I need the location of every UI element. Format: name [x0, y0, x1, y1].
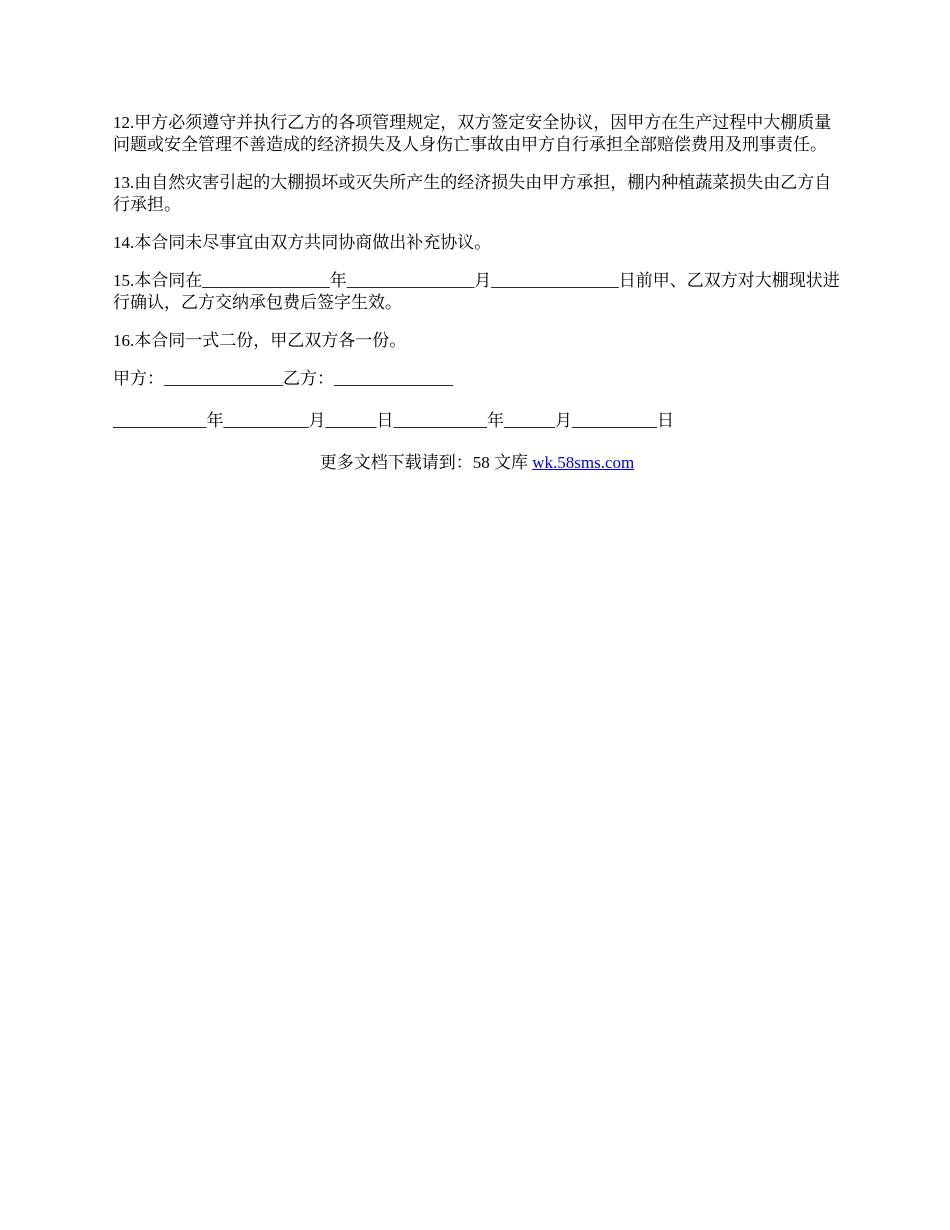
footer-prefix: 更多文档下载请到：58 文库 [319, 453, 533, 472]
date-signature-line: ___________年__________月______日___________年______月__________日 [113, 411, 674, 430]
clause-13: 13.由自然灾害引起的大棚损坏或灭失所产生的经济损失由甲方承担，棚内种植蔬菜损失由乙方自行承担。 [113, 173, 832, 214]
document-page [113, 112, 841, 474]
download-footer [113, 452, 841, 474]
clause-16: 16.本合同一式二份，甲乙双方各一份。 [113, 331, 407, 350]
clause-12: 12.甲方必须遵守并执行乙方的各项管理规定，双方签定安全协议，因甲方在生产过程中大棚质量问题或安全管理不善造成的经济损失及人身伤亡事故由甲方自行承担全部赔偿费用及刑事责任。 [113, 113, 832, 154]
party-signature-line: 甲方：______________乙方：______________ [113, 369, 453, 388]
clause-15: 15.本合同在_______________年_______________月_______________日前甲、乙双方对大棚现状进行确认，乙方交纳承包费后签字生效。 [113, 271, 840, 312]
footer-link[interactable]: wk.58sms.com [532, 453, 635, 472]
clause-14: 14.本合同未尽事宜由双方共同协商做出补充协议。 [113, 233, 492, 252]
